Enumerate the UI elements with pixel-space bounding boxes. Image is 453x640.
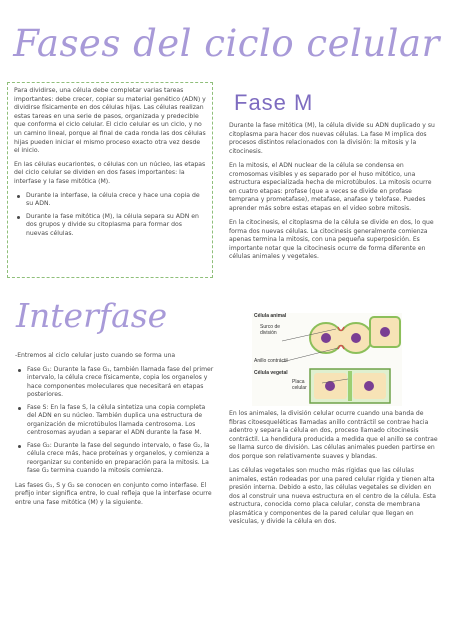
fase-m-section-bottom	[229, 410, 441, 533]
animal-nucleus-right	[351, 333, 361, 343]
interfase-list	[15, 366, 215, 476]
intro-bullet: Durante la fase mitótica (M), la célula separa su ADN en dos grupos y divide su citoplasma para formar dos nuevas células.	[26, 213, 206, 239]
interfase-section	[15, 352, 215, 512]
plant-nucleus-right	[364, 381, 374, 391]
label-plant-cell: Célula vegetal	[254, 370, 288, 376]
fase-m-paragraph-4: En los animales, la división celular ocurre cuando una banda de fibras citoesqueléticas llamadas anillo contráctil se contrae hacia adentro y separa la célula en dos, proceso llamado citocinesis contráctil. La hendidura producida a medida que el anillo se contrae se llama surco de división. Las células animales pueden partirse en dos porque son relativamente suaves y blandas.	[229, 410, 438, 460]
fase-m-section-top	[229, 122, 441, 268]
interfase-closing: Las fases G₁, S y G₂ se conocen en conjunto como interfase. El prefijo inter significa entre, lo cual refleja que la interfase ocurre entre una fase mitótica (M) y la siguiente.	[15, 481, 212, 506]
interfase-heading: Interfase	[16, 296, 168, 335]
interfase-bullet-g1: Fase G₁: Durante la fase G₁, también llamada fase del primer intervalo, la célula crece físicamente, copia los organelos y hace componentes moleculares que necesitará en etapas posteriores.	[27, 365, 214, 398]
interfase-bullet-s: Fase S: En la fase S, la célula sintetiza una copia completa del ADN en su núcleo. También duplica una estructura de organización de microtúbulos llamada centrosoma. Los centrosomas ayudan a separar el ADN durante la fase M.	[27, 404, 215, 438]
page-title: Fases del ciclo celular	[13, 22, 440, 65]
fase-m-paragraph-1: Durante la fase mitótica (M), la célula divide su ADN duplicado y su citoplasma para hacer dos nuevas células. La fase M implica dos procesos distintos relacionados con la división: la mitosis y la citocinesis.	[229, 122, 435, 155]
fase-m-paragraph-5: Las células vegetales son mucho más rígidas que las células animales, están rodeadas por una pared celular rígida y tienen alta presión interna. Debido a esto, las células vegetales se dividen en dos al construir una nueva estructura en el centro de la célula. Esta estructura, conocida como placa celular, consta de membrana plasmática y componentes de la pared celular que llegan en vesículas, y divide la célula en dos.	[229, 467, 437, 525]
animal-nucleus-left	[321, 333, 331, 343]
label-contractile-ring: Anillo contráctil	[254, 358, 288, 364]
cytokinesis-figure	[252, 313, 402, 406]
intro-paragraph-1: Para dividirse, una célula debe completar varias tareas importantes: debe crecer, copiar su material genético (ADN) y dividirse físicamente en dos células hijas. Las células realizan estas tareas en una serie de pasos, organizada y predecible que conforma el ciclo celular. El ciclo celular es un ciclo, y no un camino lineal, porque al final de cada ronda las dos células hijas pueden iniciar el mismo proceso exacto otra vez desde el inicio.	[14, 87, 206, 155]
fase-m-heading: Fase M	[234, 90, 314, 115]
intro-list	[14, 192, 206, 239]
fase-m-paragraph-2: En la mitosis, el ADN nuclear de la célula se condensa en cromosomas visibles y es separado por el huso mitótico, una estructura especializada hecha de microtúbulos. La mitosis ocurre en cuatro etapas: profase (que a veces se divide en profase temprana y prometafase), metafase, anafase y telofase. Puedes aprender más sobre estas etapas en el video sobre mitosis.	[229, 162, 432, 212]
cell-plate	[348, 371, 352, 401]
interfase-lead: -Entremos al ciclo celular justo cuando se forma una	[15, 352, 176, 359]
label-animal-cell: Célula animal	[254, 313, 287, 319]
fase-m-paragraph-3: En la citocinesis, el citoplasma de la célula se divide en dos, lo que forma dos nuevas células. La citocinesis generalmente comienza apenas termina la mitosis, con una pequeña superposición. Es importante notar que la citocinesis ocurre de forma diferente en células animales y vegetales.	[229, 219, 434, 260]
intro-bullet: Durante la interfase, la célula crece y hace una copia de su ADN.	[26, 192, 206, 209]
intro-paragraph-2: En las células eucariontes, o células con un núcleo, las etapas del ciclo celular se dividen en dos fases importantes: la interfase y la fase mitótica (M).	[14, 160, 206, 185]
interfase-bullet-g2: Fase G₂: Durante la fase del segundo intervalo, o fase G₂, la célula crece más, hace proteínas y organelos, y comienza a reorganizar su contenido en preparación para la mitosis. La fase G₂ termina cuando la mitosis comienza.	[27, 442, 215, 476]
label-division-furrow: Surco de división	[260, 324, 281, 336]
label-cell-plate: Placa celular	[292, 379, 307, 391]
intro-box	[7, 82, 213, 278]
